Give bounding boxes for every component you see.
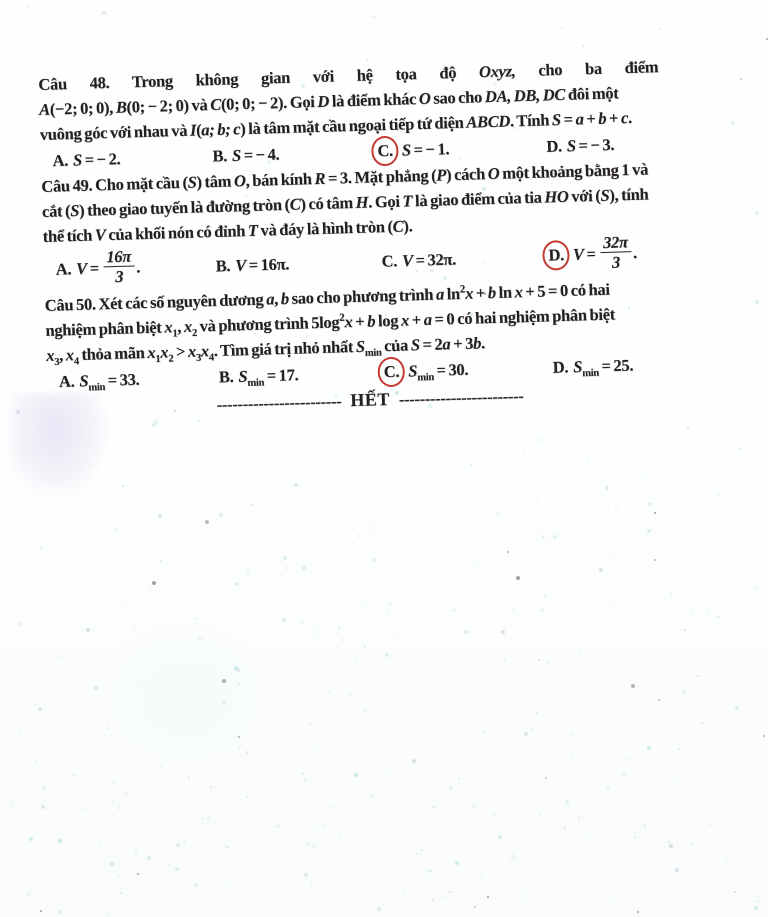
text-segment: của khối nón có đỉnh [105, 221, 249, 245]
text-segment: I [189, 120, 197, 140]
text-segment: , [58, 345, 66, 365]
question-48 [38, 52, 743, 174]
divider-dashes-right: ------------------------ [398, 386, 524, 409]
option-value [238, 364, 299, 389]
option-letter: D. [552, 356, 569, 377]
text-segment: của [381, 335, 412, 356]
text-segment: = − 3. [575, 134, 615, 155]
text-segment: vuông góc với nhau và [39, 120, 191, 144]
text-segment: b [366, 311, 376, 331]
text-segment: 2 [459, 283, 466, 296]
question-49-option-B [215, 251, 289, 278]
text-segment: thể tích [42, 225, 96, 246]
option-letter: B. [218, 366, 234, 386]
fraction-numerator: 16π [106, 246, 132, 267]
text-segment: S [566, 135, 576, 155]
text-segment: , [176, 316, 185, 337]
text-segment: S [238, 366, 248, 386]
text-segment: 1 [172, 328, 178, 340]
option-letter: D. [546, 135, 563, 156]
text-segment: Câu 50. Xét các số nguyên dương [44, 289, 267, 315]
option-value [402, 139, 450, 159]
text-segment: cho ba điểm [515, 57, 659, 81]
text-segment: = − 4. [240, 144, 280, 165]
text-segment: b [280, 288, 290, 309]
text-segment: 1 [155, 353, 161, 366]
question-49-option-C [381, 247, 456, 274]
text-segment: ( [195, 120, 202, 140]
question-50-option-D [552, 352, 633, 379]
text-segment: = 2 [419, 334, 443, 355]
option-value [232, 144, 280, 164]
text-segment: 2 [339, 311, 345, 324]
text-segment: T [402, 191, 413, 211]
text-segment: ln [443, 283, 461, 304]
text-segment: Câu 48. [38, 72, 133, 94]
text-segment: C [209, 94, 222, 115]
text-segment: = 33. [104, 369, 140, 390]
text-segment: V [94, 225, 106, 245]
text-segment: a; b; c [200, 119, 241, 140]
text-segment: min [364, 347, 382, 359]
text-segment: + 3 [450, 333, 474, 354]
text-segment: Câu 49. Cho mặt cầu ( [41, 172, 188, 196]
text-segment: ABCD [465, 111, 511, 132]
text-segment: . [480, 333, 486, 353]
text-segment: x [147, 342, 156, 362]
text-segment: ) cách [445, 164, 489, 185]
text-segment: 3 [195, 352, 202, 364]
text-segment: một khoảng bằng 1 và [499, 159, 649, 183]
option-letter: A. [55, 258, 72, 279]
text-segment: S [572, 356, 583, 376]
scan-noise-layer [0, 0, 2, 2]
text-segment: = 0 có hai nghiệm phân biệt [431, 304, 616, 329]
text-segment: S [410, 335, 420, 355]
text-segment: . [632, 242, 638, 262]
text-segment: V [401, 250, 414, 271]
text-segment: ), tính [609, 184, 649, 205]
fraction-denominator: 3 [104, 266, 135, 286]
text-segment: a [265, 289, 275, 309]
text-segment: sao cho phương trình [288, 284, 437, 308]
option-letter: A. [52, 150, 69, 170]
text-segment: O [418, 88, 431, 109]
text-segment: là điểm khác [328, 89, 420, 111]
question-48-option-C [378, 134, 450, 166]
text-segment: (0; 0; − 2). Gọi [220, 91, 318, 114]
text-segment: + 5 = 0 có hai [522, 279, 610, 302]
text-segment: x [65, 345, 74, 365]
fraction-numerator: 32π [602, 232, 628, 252]
text-segment: = 30. [433, 359, 469, 380]
text-segment: + [472, 283, 489, 303]
text-segment: b [597, 108, 607, 128]
exam-content [38, 52, 750, 422]
text-segment: 4 [73, 356, 79, 368]
text-segment: . Gọi [367, 191, 403, 212]
question-50-option-B [218, 362, 298, 389]
text-segment: a [423, 309, 432, 329]
text-segment: (−2; 0; 0), [49, 97, 117, 119]
text-segment: = 16π. [245, 254, 290, 275]
text-segment: = − 2. [81, 148, 121, 169]
fraction-denominator: 3 [600, 252, 631, 272]
text-segment: x [400, 310, 410, 330]
text-segment: min [582, 367, 600, 379]
option-value [407, 359, 469, 383]
text-segment: x [187, 341, 197, 361]
text-segment: = 25. [598, 354, 634, 375]
text-segment: ln [495, 282, 515, 302]
text-segment: b [472, 333, 482, 353]
text-segment: min [88, 381, 106, 393]
text-segment: P [435, 165, 447, 185]
text-segment: min [417, 371, 435, 383]
question-48-option-A [52, 146, 121, 173]
text-segment: R [314, 168, 326, 189]
text-segment: S [79, 370, 89, 390]
text-segment: b [487, 282, 497, 303]
text-segment: a [442, 334, 451, 354]
option-letter: B. [212, 145, 228, 166]
text-segment: = [560, 109, 576, 129]
text-segment: = [86, 258, 102, 278]
text-segment: Oxyz, [478, 61, 516, 82]
text-segment: cắt ( [41, 201, 71, 221]
text-segment: S [600, 185, 610, 205]
text-segment: x [183, 316, 193, 336]
circled-answer-letter: C. [371, 135, 399, 166]
text-segment: V [572, 244, 584, 264]
text-segment: đôi một [564, 83, 619, 104]
text-segment: > [172, 341, 189, 362]
text-segment: sao cho [430, 87, 486, 108]
text-segment: HO [544, 186, 569, 207]
text-segment: Trong không gian với hệ tọa độ [131, 62, 480, 92]
text-segment: = 32π. [412, 249, 457, 270]
text-segment: 2 [168, 353, 174, 365]
option-value [572, 354, 634, 379]
text-segment: S [69, 200, 80, 221]
text-segment: x [514, 282, 523, 302]
question-50-option-C [384, 354, 468, 386]
fraction [600, 233, 632, 271]
text-segment: 4 [208, 352, 215, 364]
text-segment: . Tính [509, 110, 553, 131]
text-segment: ) có tâm [300, 192, 356, 214]
text-segment: = − 1. [410, 138, 450, 159]
fraction [103, 248, 135, 286]
text-segment: S [72, 149, 83, 170]
text-segment: 2 [191, 327, 198, 339]
text-segment: S [551, 109, 562, 130]
text-segment: a [575, 109, 584, 129]
text-segment: S [355, 336, 365, 356]
option-value [73, 149, 121, 169]
text-segment: C [392, 216, 404, 236]
text-segment: + [605, 108, 622, 128]
text-segment: (0; − 2; 0) và [126, 95, 211, 117]
question-49-option-A [55, 246, 141, 289]
option-value [567, 134, 615, 154]
text-segment: . Tìm giá trị nhỏ nhất [213, 336, 357, 361]
text-segment: . [627, 107, 633, 128]
text-segment: = [583, 243, 599, 264]
text-segment: B [115, 97, 127, 117]
option-letter: C. [381, 251, 398, 271]
end-label: HẾT [350, 389, 391, 411]
text-segment: . [135, 256, 141, 277]
text-segment: ) theo giao tuyến là đường tròn ( [78, 194, 290, 220]
text-segment: x [45, 345, 55, 365]
text-segment: V [75, 258, 88, 278]
text-segment: x [200, 341, 209, 361]
text-segment: và đáy là hình tròn ( [257, 216, 393, 240]
text-segment: nghiệm phân biệt [45, 317, 165, 340]
option-letter: B. [215, 256, 231, 276]
text-segment: , bán kính [245, 169, 315, 191]
text-segment: S [187, 172, 197, 192]
text-segment: S [401, 139, 411, 160]
text-segment: V [234, 255, 247, 275]
text-segment: ). [403, 216, 413, 236]
text-segment: S [231, 145, 242, 165]
scan-smudge-faint [95, 620, 275, 770]
text-segment: S [407, 360, 418, 380]
question-49-option-D [548, 232, 638, 275]
text-segment: DA, DB, DC [484, 84, 566, 107]
text-segment: = 3. Mặt phẳng ( [324, 165, 437, 188]
text-segment: , [273, 289, 282, 309]
text-segment: log [374, 310, 402, 331]
text-segment: 3 [54, 356, 60, 368]
circled-answer-letter: D. [542, 240, 570, 271]
text-segment: A [38, 99, 51, 119]
text-segment: x [159, 342, 169, 362]
text-segment: với ( [568, 185, 601, 206]
text-segment: + [352, 311, 368, 332]
text-segment: x [344, 312, 353, 332]
text-segment: O [233, 171, 246, 191]
question-48-option-D [546, 131, 615, 158]
text-segment: x [464, 283, 474, 303]
text-segment: = 17. [263, 364, 299, 385]
text-segment: H [355, 192, 369, 212]
option-value [235, 254, 289, 275]
text-segment: c [620, 108, 629, 128]
text-segment: x [164, 317, 173, 337]
text-segment: O [487, 163, 500, 184]
option-value [402, 250, 456, 271]
text-segment: và phương trình 5log [196, 312, 340, 336]
option-value [79, 369, 140, 393]
text-segment: + [408, 310, 424, 330]
text-segment: + [583, 108, 599, 129]
divider-dashes-left: ------------------------ [216, 391, 342, 414]
text-segment: min [247, 376, 265, 389]
text-segment: a [435, 284, 445, 304]
text-segment: là giao điểm của tia [411, 187, 545, 211]
question-48-option-B [212, 141, 280, 168]
text-segment: thỏa mãn [78, 342, 148, 364]
text-segment: T [247, 220, 258, 241]
question-50-option-A [59, 366, 140, 393]
circled-answer-letter: C. [377, 356, 405, 387]
text-segment: C [289, 194, 301, 214]
text-segment: D [317, 91, 330, 111]
text-segment: ) tâm [196, 171, 235, 192]
option-letter: A. [58, 371, 75, 391]
text-segment: ) là tâm mặt cầu ngoại tiếp tứ diện [239, 112, 467, 139]
question-50 [44, 273, 749, 395]
